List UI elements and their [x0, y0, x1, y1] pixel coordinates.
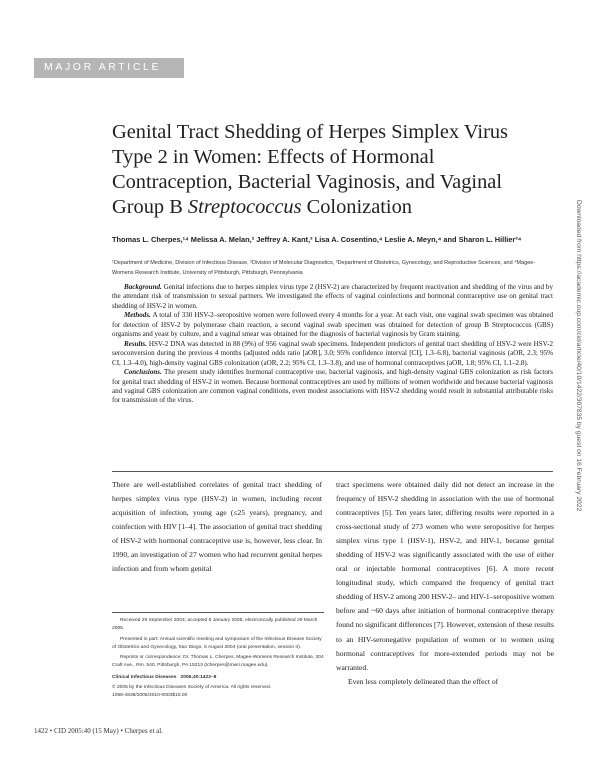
footnote-reprints: Reprints or correspondence: Dr. Thomas L. Cherpes, Magee-Womens Research Institute, 204 Craft Ave., Rm. 540, Pittsburgh, PA 15213 (tcherpes@mwri.magee.edu). [112, 655, 324, 669]
body-column-right [336, 478, 554, 689]
body-column-left [112, 478, 322, 576]
copyright-line: © 2005 by the Infectious Diseases Society of America. All rights reserved. [112, 685, 272, 691]
title-part1: Genital Tract Shedding of Herpes Simplex Virus Type 2 in Women: Effects of Hormonal Contraception, Bacterial Vaginosis, and Vaginal Group B [112, 121, 508, 218]
background-label: Background. [124, 283, 162, 291]
issn-line: 1058-4838/2005/4010-0003$15.00 [112, 693, 188, 699]
abstract [112, 283, 553, 406]
download-watermark: Downloaded from https://academic.oup.com/cid/article/40/10/1422/307835 by guest on 16 February 2022 [575, 200, 582, 512]
article-title [112, 120, 532, 220]
abstract-methods [112, 311, 553, 339]
abstract-background [112, 283, 553, 311]
results-text: HSV-2 DNA was detected in 88 (9%) of 956 vaginal swab specimens. Independent predictors of genital tract shedding of HSV-2 were HSV-2 seroconversion during the previous 4 months (adjusted odds ratio [aOR], 3.0; 95% confidence interval [CI], 1.3–6.8), bacterial vaginosis (aOR, 2.3; 95% CI, 1.3–4.0), high-density vaginal GBS colonization (aOR, 2.2; 95% CI, 1.3–3.8), and use of hormonal contraceptives (aOR, 1.8; 95% CI, 1.1–2.8). [112, 339, 553, 367]
section-label: MAJOR ARTICLE [44, 61, 162, 73]
body-paragraph: There are well-established correlates of genital tract shedding of herpes simplex virus type (HSV-2) in women, including recent acquisition of infection, young age (≤25 years), pregnancy, and coinfection with HIV [1–4]. The association of genital tract shedding of HSV-2 with hormonal contraceptive use is, however, less clear. In 1990, an investigation of 27 women who had recurrent genital herpes infection and from whom genital [112, 480, 322, 574]
background-text: Genital infections due to herpes simplex virus type 2 (HSV-2) are characterized by frequent reactivation and shedding of the virus and by the attendant risk of transmission to sexual partners. We investigated the effects of vaginal coinfections and hormonal contraceptive use on genital tract shedding of HSV-2 in women. [112, 283, 553, 310]
journal-ref: 2005;40:1422–8 [180, 674, 217, 680]
journal-citation [112, 674, 324, 682]
page-footer: 1422 • CID 2005:40 (15 May) • Cherpes et al. [34, 727, 163, 735]
title-part2: Colonization [301, 196, 412, 218]
methods-text: A total of 330 HSV-2–seropositive women were followed every 4 months for a year. At each visit, one vaginal swab specimen was obtained for detection of HSV-2 by polymerase chain reaction, a second vaginal swab specimen was obtained for detection of group B Streptococcus (GBS) organisms and yeast by culture, and a vaginal smear was obtained for the diagnosis of bacterial vaginosis by Gram staining. [112, 311, 553, 339]
journal-name: Clinical Infectious Diseases [112, 674, 177, 680]
body-paragraph: tract specimens were obtained daily did not detect an increase in the frequency of HSV-2 shedding in association with the use of hormonal contraceptives [5]. Ten years later, differing results were reported in a cross-sectional study of 273 women who were seropositive for herpes simplex virus type 1 (HSV-1), HSV-2, and HIV-1, because genital shedding of HSV-2 was significantly associated with the use of either oral or injectable hormonal contraceptives [6]. A more recent longitudinal study, which compared the frequency of genital tract shedding of HSV-2 among 200 HSV-2– and HIV-1–seropositive women before and ~60 days after initiation of hormonal contraceptive therapy found no significant differences [7]. However, extension of these results to an HIV-seronegative population of women or to women using hormonal contraceptives for more-extended periods may not be warranted. [336, 480, 555, 672]
footnote-received: Received 29 September 2004; accepted 6 January 2005; electronically published 29 March 2005. [112, 618, 318, 632]
footnote-divider [112, 612, 324, 613]
footnotes [112, 617, 324, 701]
abstract-results [112, 340, 553, 368]
affiliations: ¹Department of Medicine, Division of Infectious Disease, ²Division of Molecular Diagnostics, ³Department of Obstetrics, Gynecology, and Reproductive Sciences, and ⁴Magee-Womens Research Institute, University of Pittsburgh, Pittsburgh, Pennsylvania [112, 260, 536, 276]
abstract-divider [112, 471, 553, 472]
results-label: Results. [124, 339, 147, 348]
footnote-presented: Presented in part: Annual scientific meeting and symposium of the Infectious Disease Society of Obstetrics and Gynecology, San Diego, 5 August 2004 (oral presentation, session II). [112, 636, 322, 650]
title-italic: Streptococcus [187, 196, 302, 218]
conclusions-text: The present study identifies hormonal contraceptive use, bacterial vaginosis, and high-density vaginal GBS colonization as risk factors for genital tract shedding of HSV-2 in women. Because hormonal contraceptives are used by millions of women worldwide and because bacterial vaginosis and vaginal GBS colonization are common vaginal conditions, even modest associations with HSV-2 shedding would result in substantial attributable risks for transmission of the virus. [112, 368, 553, 405]
conclusions-label: Conclusions. [124, 368, 162, 377]
section-label-band [34, 58, 184, 78]
methods-label: Methods. [124, 311, 151, 320]
author-list: Thomas L. Cherpes,¹⁴ Melissa A. Melan,² Jeffrey A. Kant,² Lisa A. Cosentino,⁴ Leslie A. Meyn,⁴ and Sharon L. Hillier³⁴ [112, 235, 522, 244]
body-paragraph: Even less completely delineated than the effect of [348, 676, 499, 686]
abstract-conclusions [112, 368, 553, 406]
